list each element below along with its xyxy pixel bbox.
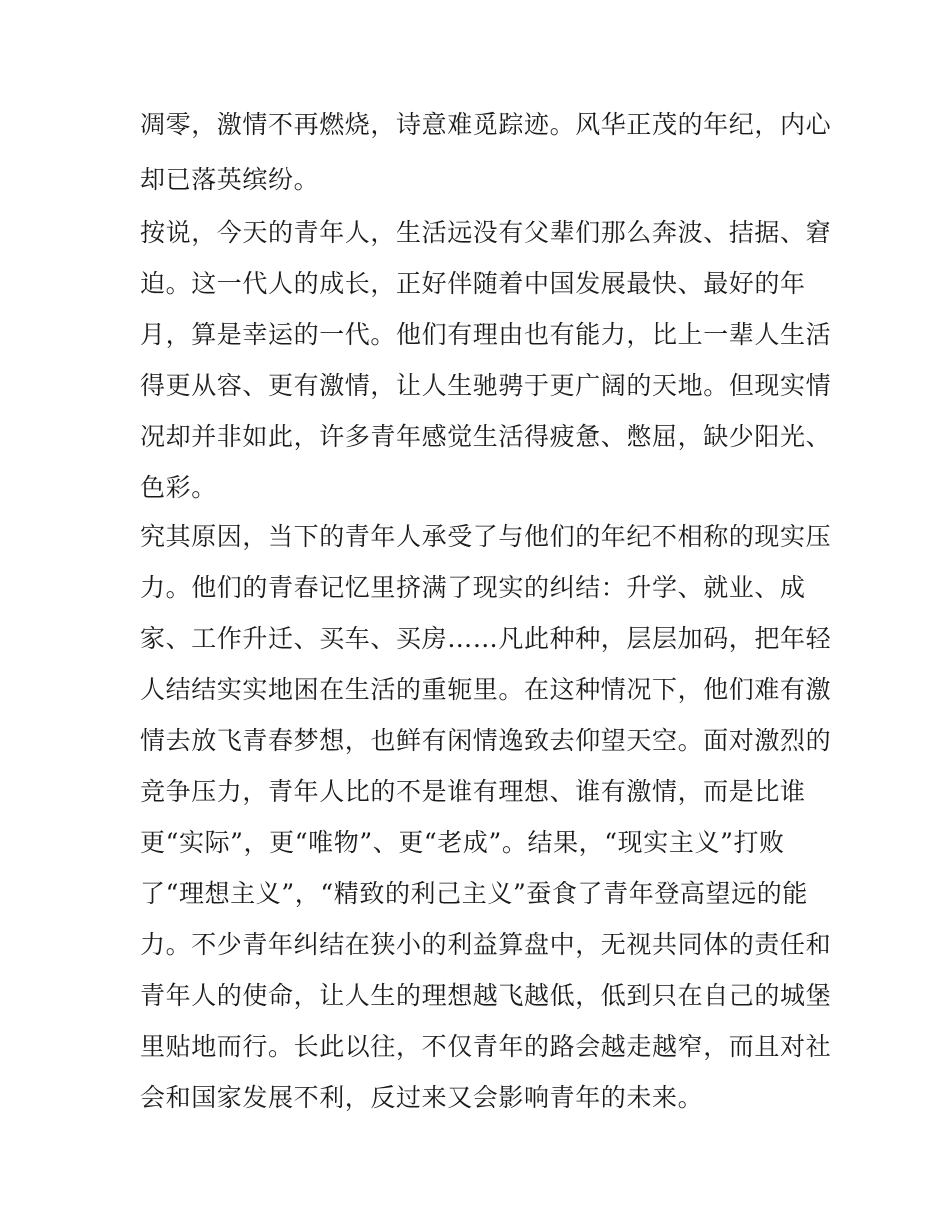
text-line: 月，算是幸运的一代。他们有理由也有能力，比上一辈人生活 [140,320,832,349]
text-line: 会和国家发展不利，反过来又会影响青年的未来。 [140,1083,704,1112]
text-line: 更“实际”，更“唯物”、更“老成”。结果，“现实主义”打败 [140,828,785,857]
text-line: 里贴地而行。长此以往，不仅青年的路会越走越窄，而且对社 [140,1032,832,1061]
text-line: 力。他们的青春记忆里挤满了现实的纠结：升学、就业、成 [140,573,806,602]
text-line: 色彩。 [140,473,217,502]
text-line: 青年人的使命，让人生的理想越飞越低，低到只在自己的城堡 [140,981,832,1010]
text-line: 迫。这一代人的成长，正好伴随着中国发展最快、最好的年 [140,269,806,298]
text-line: 了“理想主义”，“精致的利己主义”蚕食了青年登高望远的能 [140,879,808,908]
text-line: 究其原因，当下的青年人承受了与他们的年纪不相称的现实压 [140,522,832,551]
text-line: 家、工作升迁、买车、买房……凡此种种，层层加码，把年轻 [140,624,832,653]
text-line: 得更从容、更有激情，让人生驰骋于更广阔的天地。但现实情 [140,371,832,400]
text-line: 却已落英缤纷。 [140,165,320,194]
text-line: 况却并非如此，许多青年感觉生活得疲惫、憋屈，缺少阳光、 [140,422,832,451]
text-line: 按说，今天的青年人，生活远没有父辈们那么奔波、拮据、窘 [140,218,832,247]
text-line: 人结结实实地困在生活的重轭里。在这种情况下，他们难有激 [140,675,832,704]
text-line: 凋零，激情不再燃烧，诗意难觅踪迹。风华正茂的年纪，内心 [140,110,832,139]
text-line: 力。不少青年纠结在狭小的利益算盘中，无视共同体的责任和 [140,930,832,959]
text-line: 竞争压力，青年人比的不是谁有理想、谁有激情，而是比谁 [140,777,806,806]
text-line: 情去放飞青春梦想，也鲜有闲情逸致去仰望天空。面对激烈的 [140,726,832,755]
